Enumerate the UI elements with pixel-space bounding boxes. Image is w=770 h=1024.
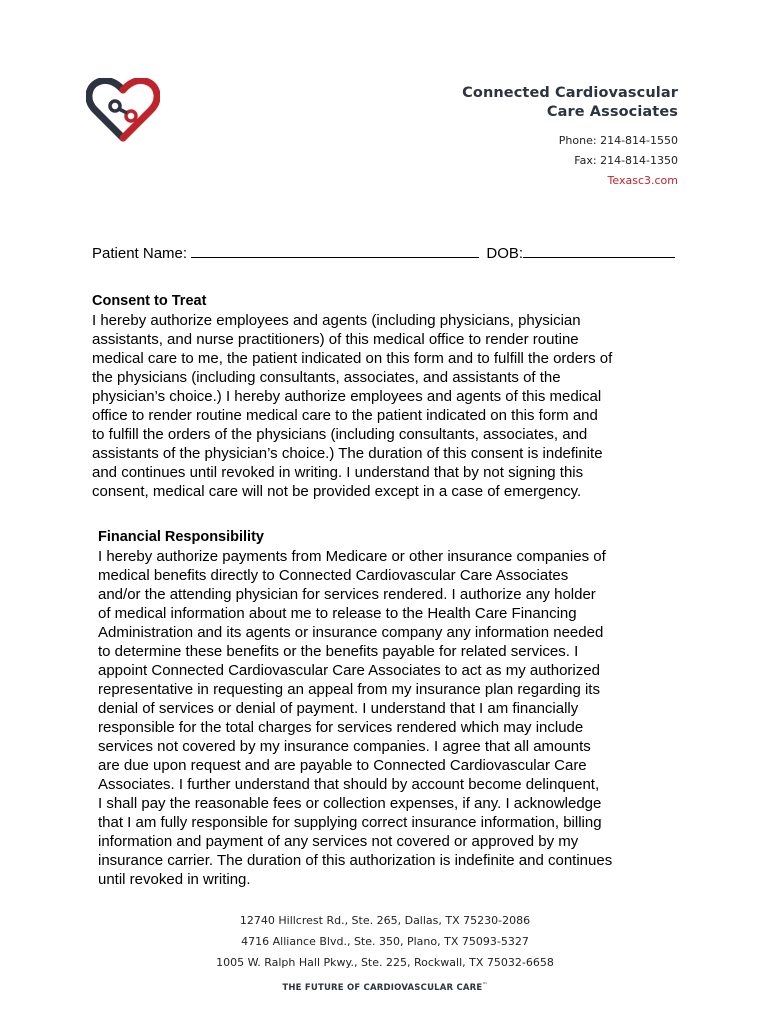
tagline-text: THE FUTURE OF CARDIOVASCULAR CARE	[282, 982, 483, 993]
company-name-line1: Connected Cardiovascular	[462, 85, 678, 101]
company-header	[462, 84, 678, 191]
company-name-line2: Care Associates	[546, 104, 678, 120]
trademark-symbol: ™	[482, 982, 488, 988]
heart-connector-icon	[86, 78, 160, 144]
consent-body: I hereby authorize employees and agents (including physicians, physician assistants, and nurse practitioners) of this medical office to render routine medical care to me, the patient indicated on this form and to fulfill the orders of the physicians (including consultants, associates, and assistants of the physician’s choice.) I hereby authorize employees and agents of this medical office to render routine medical care to the patient indicated on this form and to fulfill the orders of the physicians (including consultants, associates, and assistants of the physician’s choice.) The duration of this consent is indefinite and continues until revoked in writing. I understand that by not signing this consent, medical care will not be provided except in a case of emergency.	[92, 312, 613, 500]
patient-name-field[interactable]	[191, 244, 479, 258]
patient-name-label: Patient Name:	[92, 245, 188, 262]
fax-number: Fax: 214-814-1350	[574, 154, 678, 167]
consent-section	[92, 292, 682, 501]
consent-heading: Consent to Treat	[92, 293, 207, 309]
dob-label: DOB:	[486, 245, 524, 262]
phone-number: Phone: 214-814-1550	[558, 134, 678, 147]
address-rockwall: 1005 W. Ralph Hall Pkwy., Ste. 225, Rockwall, TX 75032-6658	[216, 956, 554, 969]
patient-info-row	[92, 244, 675, 262]
address-plano: 4716 Alliance Blvd., Ste. 350, Plano, TX 75093-5327	[241, 935, 529, 948]
dob-field[interactable]	[523, 244, 675, 258]
tagline	[0, 982, 770, 993]
footer-addresses	[0, 910, 770, 973]
financial-section	[98, 528, 678, 889]
financial-body: I hereby authorize payments from Medicare or other insurance companies of medical benefits directly to Connected Cardiovascular Care Associates and/or the attending physician for services rendered. I authorize any holder of medical information about me to release to the Health Care Financing Administration and its agents or insurance company any information needed to determine these benefits or the benefits payable for related services. I appoint Connected Cardiovascular Care Associates to act as my authorized representative in requesting an appeal from my insurance plan regarding its denial of services or denial of payment. I understand that I am financially responsible for the total charges for services rendered which may include services not covered by my insurance companies. I agree that all amounts are due upon request and are payable to Connected Cardiovascular Care Associates. I further understand that should by account become delinquent, I shall pay the reasonable fees or collection expenses, if any. I acknowledge that I am fully responsible for supplying correct insurance information, billing information and payment of any services not covered or approved by my insurance carrier. The duration of this authorization is indefinite and continues until revoked in writing.	[98, 548, 613, 888]
website-link[interactable]: Texasc3.com	[607, 174, 678, 187]
financial-heading: Financial Responsibility	[98, 529, 264, 545]
address-dallas: 12740 Hillcrest Rd., Ste. 265, Dallas, TX 75230-2086	[239, 914, 531, 927]
